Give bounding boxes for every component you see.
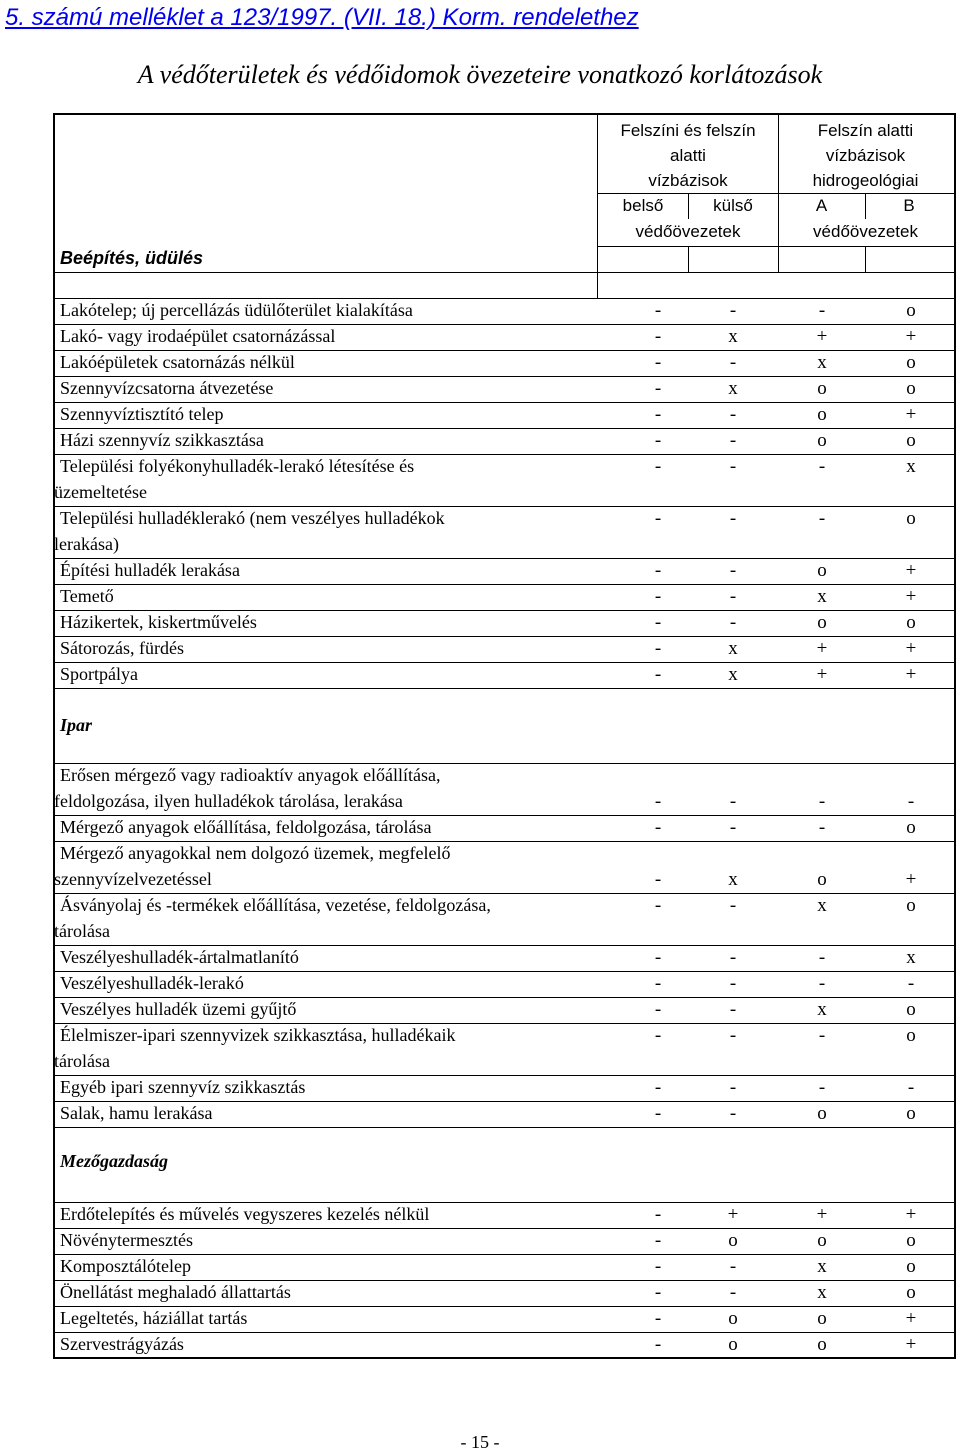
row-label [54,843,451,889]
cell-value: - [654,586,662,607]
row-label [54,456,415,502]
cell-value: - [818,973,826,994]
cell-value: - [729,404,737,425]
cell-value: - [654,895,662,916]
cell-value: o [817,404,827,425]
cell-value: - [654,869,662,890]
grid-line [597,246,954,247]
cell-value: - [907,791,915,812]
row-label [60,817,432,838]
row-label-line: Salak, hamu lerakása [60,1103,213,1123]
cell-value: + [816,664,828,685]
row-label-line: Mérgező anyagok előállítása, feldolgozása, tárolása [60,817,432,837]
grid-line [55,1023,954,1024]
grid-line [55,763,954,764]
row-label-line: Építési hulladék lerakása [60,560,240,580]
cell-value: o [906,352,916,373]
cell-value: - [729,456,737,477]
cell-value: x [817,1282,827,1303]
grid-line [55,324,954,325]
row-label-line: Szennyvízcsatorna átvezetése [60,378,274,398]
row-label-line: Egyéb ipari szennyvíz szikkasztás [60,1077,306,1097]
cell-value: - [729,947,737,968]
cell-value: - [818,1077,826,1098]
row-label [60,326,335,347]
cell-value: o [906,999,916,1020]
row-label-line: Sportpálya [60,664,138,684]
cell-value: o [817,869,827,890]
row-label-line: Veszélyeshulladék-ártalmatlanító [60,947,299,967]
row-label [60,352,295,373]
cell-value: o [906,378,916,399]
grid-line [55,971,954,972]
cell-value: - [654,378,662,399]
header-group-surface: Felszíni és felszín alatti vízbázisok [620,121,756,190]
cell-value: - [818,456,826,477]
cell-value: - [729,1256,737,1277]
row-label-line: Szennyvíztisztító telep [60,404,224,424]
row-label [60,300,413,321]
cell-value: x [906,456,916,477]
row-label [60,1077,305,1098]
header-col-b: B [903,196,915,215]
grid-line [55,815,954,816]
grid-line [55,1127,954,1128]
row-label [60,638,184,659]
row-label [60,999,296,1020]
cell-value: - [818,300,826,321]
cell-value: - [654,1282,662,1303]
row-label [54,1025,456,1071]
cell-value: o [817,1334,827,1355]
row-label-line: Veszélyeshulladék-lerakó [60,973,244,993]
row-label-line: Lakótelep; új percellázás üdülőterület kialakítása [60,300,413,320]
header-zone-label-1: védőövezetek [635,222,741,241]
row-label-line: tárolása [54,921,110,941]
row-label-line: Ásványolaj és -termékek előállítása, vezetése, feldolgozása, [60,895,491,915]
cell-value: + [905,1334,917,1355]
cell-value: - [654,791,662,812]
row-label-line: Növénytermesztés [60,1230,193,1250]
grid-line [597,193,954,194]
cell-value: - [818,817,826,838]
row-label-line: Házikertek, kiskertművelés [60,612,257,632]
cell-value: - [654,508,662,529]
grid-line [55,1306,954,1307]
document-title: A védőterületek és védőidomok övezeteire vonatkozó korlátozások [137,60,823,89]
cell-value: - [654,638,662,659]
grid-line [55,1332,954,1333]
cell-value: - [654,352,662,373]
grid-line [55,1254,954,1255]
cell-value: o [817,560,827,581]
cell-value: - [818,791,826,812]
cell-value: - [654,1204,662,1225]
cell-value: - [818,1025,826,1046]
grid-line [55,1228,954,1229]
row-label-line: feldolgozása, ilyen hulladékok tárolása, lerakása [54,791,403,811]
cell-value: - [729,586,737,607]
grid-line [55,558,954,559]
cell-value: - [654,947,662,968]
cell-value: o [728,1230,738,1251]
grid-line [55,1101,954,1102]
cell-value: o [817,1230,827,1251]
header-col-a: A [815,196,828,215]
grid-line [55,1202,954,1203]
cell-value: - [654,404,662,425]
cell-value: - [729,999,737,1020]
row-label-line: Veszélyes hulladék üzemi gyűjtő [60,999,297,1019]
grid-line [688,246,689,272]
row-label [60,1103,212,1124]
row-label-line: lerakása) [54,534,119,554]
grid-line [55,945,954,946]
cell-value: - [729,1103,737,1124]
cell-value: - [907,973,915,994]
cell-value: - [729,612,737,633]
row-label [60,586,114,607]
row-label [60,947,299,968]
cell-value: - [654,326,662,347]
cell-value: - [818,508,826,529]
grid-line [865,193,866,219]
cell-value: o [906,612,916,633]
cell-value: - [654,430,662,451]
cell-value: x [728,869,738,890]
cell-value: + [816,638,828,659]
row-label-line: Szervestrágyázás [60,1334,184,1354]
cell-value: o [906,1282,916,1303]
cell-value: x [728,664,738,685]
row-label [60,1282,291,1303]
row-label [54,508,445,554]
grid-line [55,584,954,585]
row-label-line: Házi szennyvíz szikkasztása [60,430,264,450]
cell-value: x [817,586,827,607]
cell-value: + [905,638,917,659]
cell-value: - [654,300,662,321]
row-label-line: Erősen mérgező vagy radioaktív anyagok előállítása, [60,765,441,785]
grid-line [55,298,954,299]
cell-value: + [905,1308,917,1329]
cell-value: + [816,1204,828,1225]
row-label [60,1334,184,1355]
cell-value: + [905,1204,917,1225]
grid-line [778,246,779,272]
row-label-line: üzemeltetése [54,482,147,502]
grid-line [55,1280,954,1281]
cell-value: o [906,508,916,529]
cell-value: o [817,1103,827,1124]
cell-value: x [906,947,916,968]
row-label [60,612,257,633]
grid-line [55,688,954,689]
grid-line [55,1358,954,1359]
cell-value: o [728,1308,738,1329]
row-label-line: Sátorozás, fürdés [60,638,184,658]
grid-line [55,428,954,429]
cell-value: - [818,947,826,968]
cell-value: + [905,560,917,581]
cell-value: + [905,664,917,685]
row-label [60,378,273,399]
grid-line [55,997,954,998]
cell-value: - [654,612,662,633]
row-label-line: Temető [60,586,114,606]
cell-value: o [817,430,827,451]
row-label-line: Mérgező anyagokkal nem dolgozó üzemek, megfelelő [60,843,451,863]
cell-value: - [729,560,737,581]
cell-value: o [817,1308,827,1329]
grid-line [55,272,954,273]
cell-value: x [817,1256,827,1277]
cell-value: o [906,817,916,838]
row-label-line: tárolása [54,1051,110,1071]
cell-value: - [729,1282,737,1303]
cell-value: - [729,817,737,838]
cell-value: - [654,1077,662,1098]
grid-line [55,402,954,403]
cell-value: - [654,1334,662,1355]
grid-line [865,246,866,272]
grid-line [55,506,954,507]
cell-value: - [729,352,737,373]
section-title: Ipar [60,715,93,735]
row-label [60,973,244,994]
row-label [60,404,223,425]
grid-line [55,893,954,894]
row-label-line: Önellátást meghaladó állattartás [60,1282,291,1302]
cell-value: x [728,326,738,347]
page-number: - 15 - [460,1432,500,1452]
row-label [60,1308,247,1329]
cell-value: - [654,999,662,1020]
row-label-line: Települési hulladéklerakó (nem veszélyes hulladékok [60,508,445,528]
grid-line [55,662,954,663]
grid-line [55,841,954,842]
cell-value: o [906,1256,916,1277]
cell-value: o [906,1025,916,1046]
cell-value: - [654,1256,662,1277]
row-label [60,664,138,685]
grid-line [55,454,954,455]
cell-value: o [906,300,916,321]
row-label [60,430,264,451]
header-col-belso: belső [622,196,664,215]
grid-line [597,115,598,298]
cell-value: o [906,1103,916,1124]
cell-value: - [654,1103,662,1124]
cell-value: + [905,586,917,607]
cell-value: x [817,352,827,373]
row-label [60,1256,191,1277]
cell-value: - [907,1077,915,1098]
section-title: Mezőgazdaság [60,1151,169,1171]
cell-value: - [729,300,737,321]
cell-value: - [654,560,662,581]
cell-value: o [906,1230,916,1251]
cell-value: + [905,404,917,425]
row-label-line: Komposztálótelep [60,1256,191,1276]
cell-value: o [728,1334,738,1355]
cell-value: x [728,378,738,399]
cell-value: - [654,664,662,685]
header-link[interactable]: 5. számú melléklet a 123/1997. (VII. 18.) Korm. rendelethez [5,4,639,31]
cell-value: - [654,456,662,477]
cell-value: - [729,430,737,451]
grid-line [55,1075,954,1076]
cell-value: - [729,1025,737,1046]
cell-value: - [729,508,737,529]
cell-value: - [729,791,737,812]
cell-value: + [816,326,828,347]
row-label [60,560,240,581]
cell-value: x [817,999,827,1020]
row-label [54,895,491,941]
cell-value: - [654,1230,662,1251]
grid-line [55,350,954,351]
header-group-subsurface: Felszín alatti vízbázisok hidrogeológiai [812,121,919,190]
cell-value: - [654,1025,662,1046]
cell-value: - [729,973,737,994]
grid-line [688,193,689,219]
cell-value: + [905,326,917,347]
cell-value: - [729,1077,737,1098]
grid-line [55,376,954,377]
row-label-line: Élelmiszer-ipari szennyvizek szikkasztása, hulladékaik [60,1025,456,1045]
grid-line [778,115,779,246]
cell-value: x [728,638,738,659]
cell-value: - [654,973,662,994]
cell-value: - [729,895,737,916]
row-label-line: Lakóépületek csatornázás nélkül [60,352,295,372]
row-label-line: Lakó- vagy irodaépület csatornázással [60,326,336,346]
cell-value: - [654,817,662,838]
cell-value: o [817,378,827,399]
cell-value: - [654,1308,662,1329]
grid-line [55,610,954,611]
row-label [60,1204,429,1225]
row-label [54,765,441,811]
row-label-line: Települési folyékonyhulladék-lerakó létesítése és [60,456,415,476]
grid-line [55,636,954,637]
cell-value: o [906,895,916,916]
cell-value: x [817,895,827,916]
cell-value: o [906,430,916,451]
section-title: Beépítés, üdülés [60,248,204,268]
row-label-line: szennyvízelvezetéssel [54,869,212,889]
row-label [60,1230,193,1251]
cell-value: o [817,612,827,633]
row-label-line: Erdőtelepítés és művelés vegyszeres kezelés nélkül [60,1204,430,1224]
row-label-line: Legeltetés, háziállat tartás [60,1308,248,1328]
cell-value: + [727,1204,739,1225]
cell-value: + [905,869,917,890]
header-col-kulso: külső [713,196,753,215]
header-zone-label-2: védőövezetek [813,222,918,241]
